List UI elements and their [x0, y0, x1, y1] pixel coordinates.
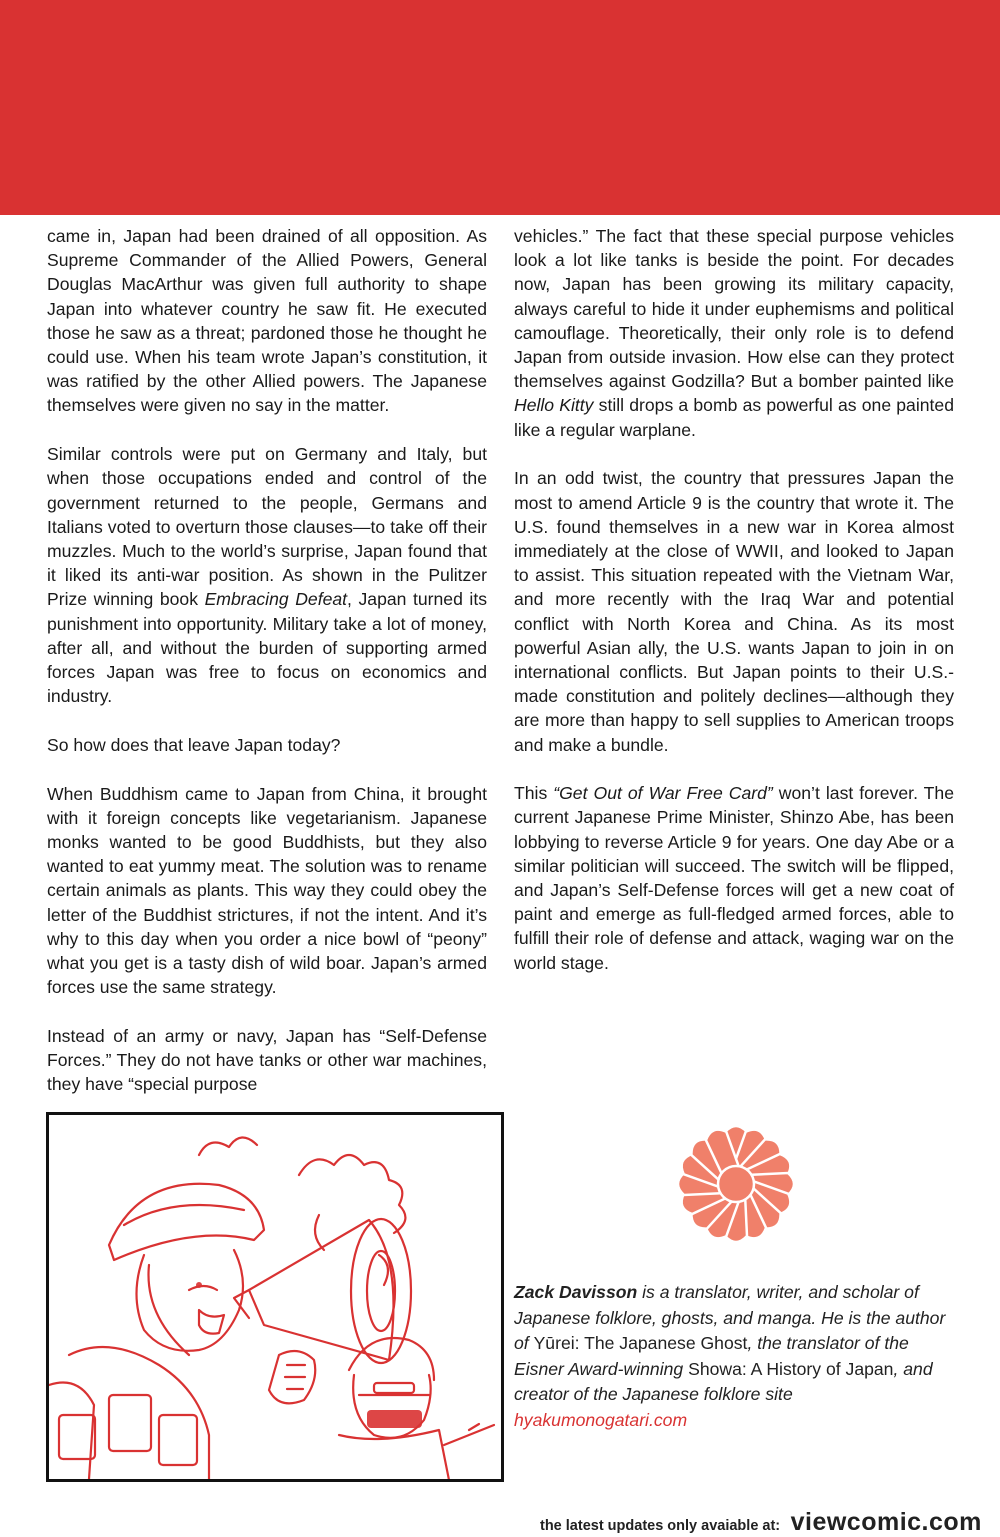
paragraph: When Buddhism came to Japan from China, it brought with it foreign concepts like vegetarianism. Japanese monks wanted to be good Buddhists, but they also wanted to eat yummy meat. The solution was to rename certain animals as plants. This way they could obey the letter of the Buddhist strictures, if not the intent. And it’s why to this day when you order a nice bowl of “peony” what you get is a tasty dish of wild boar. Japan’s armed forces use the same strategy.: [47, 783, 487, 998]
article-column-left: [47, 224, 487, 1121]
emphasis: “Get Out of War Free Card”: [553, 783, 773, 804]
comic-illustration-panel: [46, 1112, 504, 1482]
author-bio: Zack Davisson is a translator, writer, and scholar of Japanese folklore, ghosts, and manga. He is the author of Yūrei: The Japanese Ghost, the translator of the Eisner Award-winning Showa: A History of Japan, and creator of the Japanese folklore site hyakumonogatari.com: [514, 1282, 946, 1430]
header-red-band: [0, 0, 1000, 215]
paragraph: This “Get Out of War Free Card” won’t last forever. The current Japanese Prime Minister, Shinzo Abe, has been lobbying to reverse Article 9 for years. One day Abe or a similar politician will succeed. The switch will be flipped, and Japan’s Self-Defense forces will get a new coat of paint and emerge as full-fledged armed forces, able to fulfill their role of defense and attack, waging war on the world stage.: [514, 783, 954, 973]
soldier-megaphone-illustration: [49, 1115, 501, 1479]
book-title: Embracing Defeat: [204, 589, 348, 610]
paragraph: So how does that leave Japan today?: [47, 734, 341, 755]
article-column-right: [514, 224, 954, 999]
book-title: Showa: A History of Japan: [688, 1358, 894, 1379]
chrysanthemum-crest-icon: [672, 1120, 800, 1248]
paragraph: vehicles.” The fact that these special purpose vehicles look a lot like tanks is beside the point. For decades now, Japan has been growing its military capacity, always careful to hide it under euphemisms and political camouflage. Theoretically, their only role is to defend Japan from outside invasion. How else can they protect themselves against Godzilla? But a bomber painted like Hello Kitty still drops a bomb as powerful as one painted like a regular warplane.: [514, 226, 954, 440]
website-link[interactable]: hyakumonogatari.com: [514, 1409, 688, 1430]
paragraph: Instead of an army or navy, Japan has “Self-Defense Forces.” They do not have tanks or other war machines, they have “special purpose: [47, 1025, 487, 1095]
emphasis: Hello Kitty: [514, 395, 594, 416]
footer-site-link[interactable]: viewcomic.com: [790, 1508, 982, 1536]
paragraph: came in, Japan had been drained of all opposition. As Supreme Commander of the Allied Powers, General Douglas MacArthur was given full authority to shape Japan into whatever country he saw fit. He executed those he saw as a threat; pardoned those he thought he could use. When his team wrote Japan’s constitution, it was ratified by the other Allied powers. The Japanese themselves were given no say in the matter.: [47, 226, 487, 416]
author-name: Zack Davisson: [514, 1282, 638, 1302]
footer-watermark: [540, 1508, 982, 1537]
footer-note: the latest updates only avaiable at:: [540, 1518, 781, 1534]
paragraph: In an odd twist, the country that pressures Japan the most to amend Article 9 is the country that wrote it. The U.S. found themselves in a new war in Korea almost immediately at the close of WWII, and looked to Japan to assist. This situation repeated with the Vietnam War, and more recently with the Iraq War and potential conflict with North Korea and China. As its most powerful Asian ally, the U.S. wants Japan to join in on international conflicts. But Japan points to their U.S.-made constitution and politely declines—although they are more than happy to sell supplies to American troops and make a bundle.: [514, 468, 954, 755]
book-title: Yūrei: The Japanese Ghost: [533, 1333, 748, 1353]
paragraph: Similar controls were put on Germany and Italy, but when those occupations ended and control of the government returned to the people, Germans and Italians voted to overturn those clauses—to take off their muzzles. Much to the world’s surprise, Japan found that it liked its anti-war position. As shown in the Pulitzer Prize winning book Embracing Defeat, Japan turned its punishment into opportunity. Military take a lot of money, after all, and without the burden of supporting armed forces Japan was free to focus on economics and industry.: [47, 444, 488, 707]
